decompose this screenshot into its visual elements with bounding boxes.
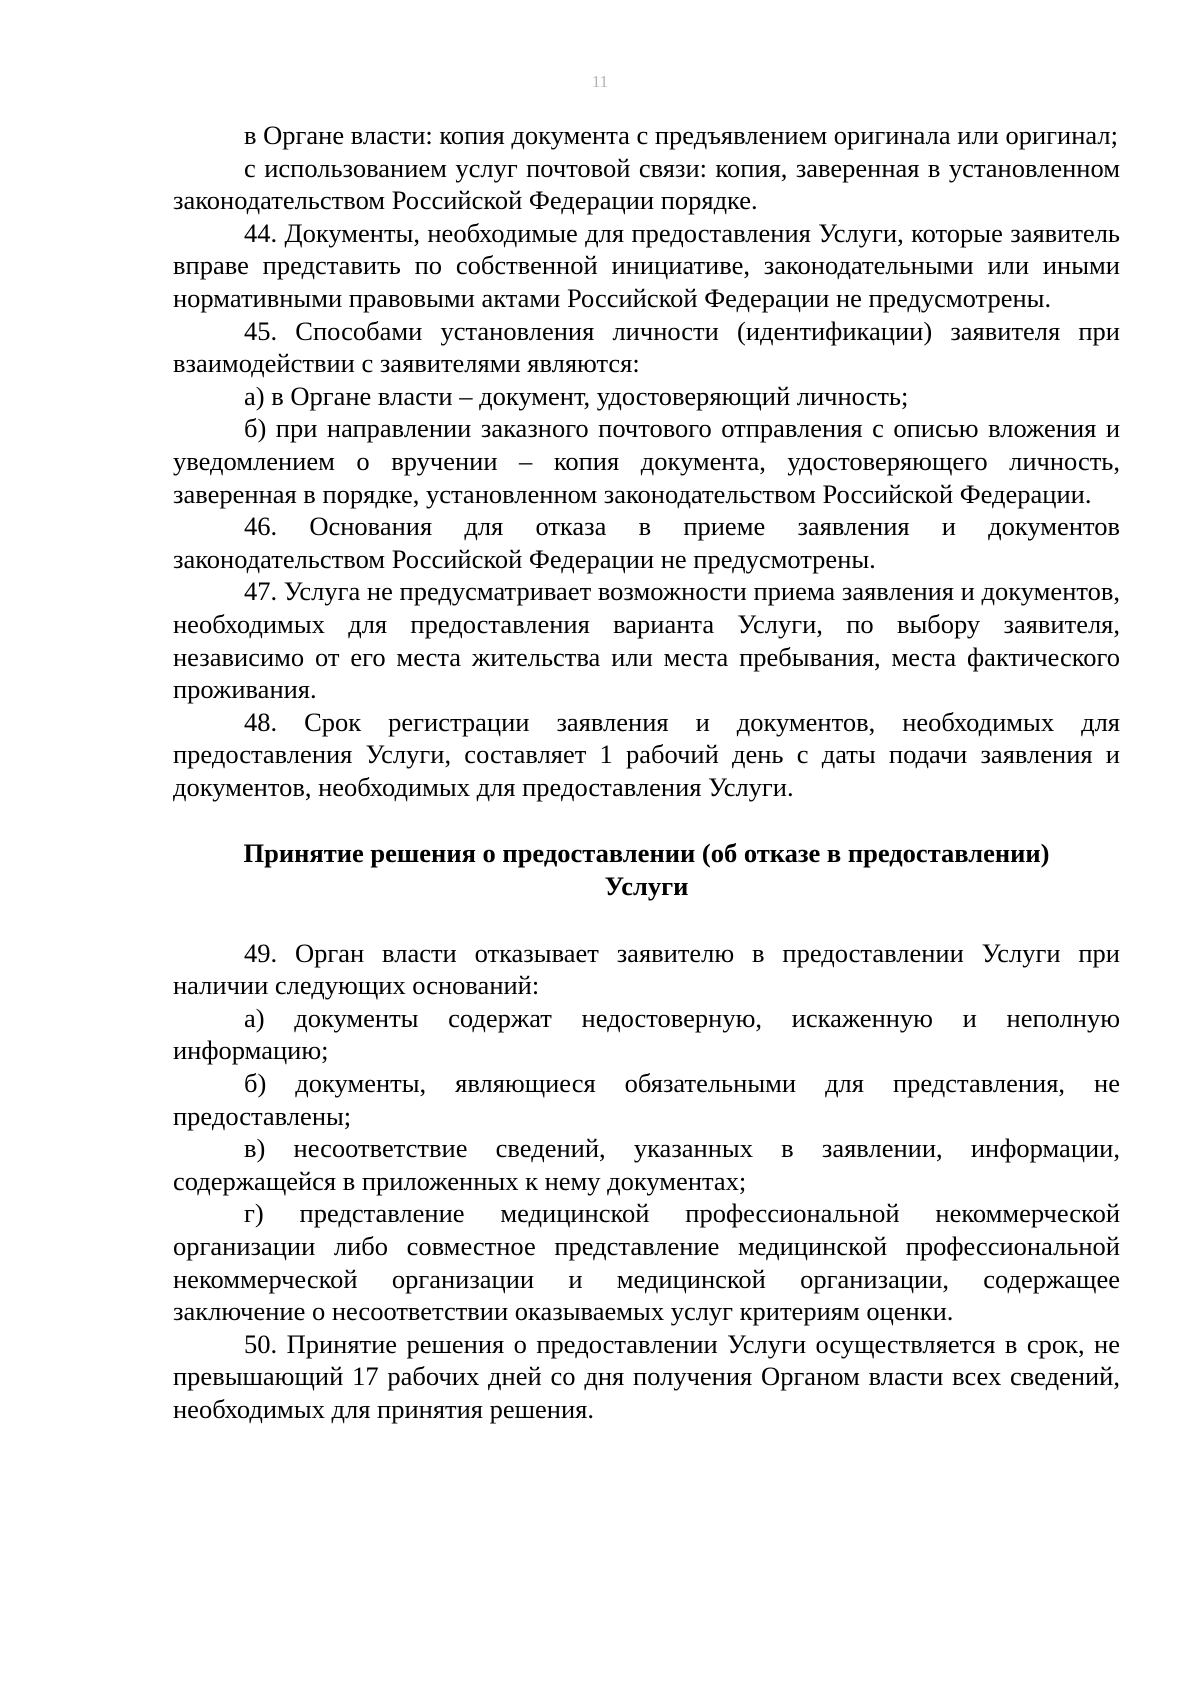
page-number: 11: [591, 72, 609, 91]
subitem-b: б) при направлении заказного почтового отправления с описью вложения и уведомлением о вручении – копия документа, удостоверяющего личность, заверенная в порядке, установленном законодательством Российской Федерации.: [173, 413, 1120, 509]
paragraph-item-44: 44. Документы, необходимые для предоставления Услуги, которые заявитель вправе представить по собственной инициативе, законодательными или иными нормативными правовыми актами Российской Федерации не предусмотрены.: [173, 217, 1120, 313]
subitem-b: б) документы, являющиеся обязательными для представления, не предоставлены;: [173, 1068, 1120, 1131]
paragraph: в Органе власти: копия документа с предъявлением оригинала или оригинал;: [244, 120, 1118, 150]
paragraph-item-46: 46. Основания для отказа в приеме заявления и документов законодательством Российской Федерации не предусмотрены.: [173, 511, 1120, 574]
paragraph: с использованием услуг почтовой связи: копия, заверенная в установленном законодательством Российской Федерации порядке.: [173, 152, 1120, 216]
subitem-v: в) несоответствие сведений, указанных в заявлении, информации, содержащейся в приложенных к нему документах;: [173, 1133, 1120, 1196]
section-heading-line-1: Принятие решения о предоставлении (об отказе в предоставлении): [243, 838, 1050, 869]
document-body: [173, 119, 1120, 1426]
subitem-g: г) представление медицинской профессиональной некоммерческой организации либо совместное представление медицинской профессиональной некоммерческой организации и медицинской организации, содержащее заключение о несоответствии оказываемых услуг критериям оценки.: [173, 1198, 1120, 1327]
subitem-a: а) в Органе власти – документ, удостоверяющий личность;: [244, 380, 909, 411]
paragraph-item-49: 49. Орган власти отказывает заявителю в предоставлении Услуги при наличии следующих оснований:: [173, 937, 1120, 1001]
paragraph-item-48: 48. Срок регистрации заявления и документов, необходимых для предоставления Услуги, составляет 1 рабочий день с даты подачи заявления и документов, необходимых для предоставления Услуги.: [173, 706, 1120, 802]
paragraph-item-50: 50. Принятие решения о предоставлении Услуги осуществляется в срок, не превышающий 17 рабочих дней со дня получения Органом власти всех сведений, необходимых для принятия решения.: [173, 1328, 1120, 1424]
section-heading: [173, 823, 1120, 902]
section-heading-line-2: Услуги: [604, 871, 689, 902]
paragraph-item-45: 45. Способами установления личности (идентификации) заявителя при взаимодействии с заявителями являются:: [173, 315, 1120, 379]
subitem-a: а) документы содержат недостоверную, искаженную и неполную информацию;: [173, 1002, 1120, 1066]
paragraph-item-47: 47. Услуга не предусматривает возможности приема заявления и документов, необходимых для предоставления варианта Услуги, по выбору заявителя, независимо от его места жительства или места пребывания, места фактического проживания.: [173, 576, 1120, 705]
